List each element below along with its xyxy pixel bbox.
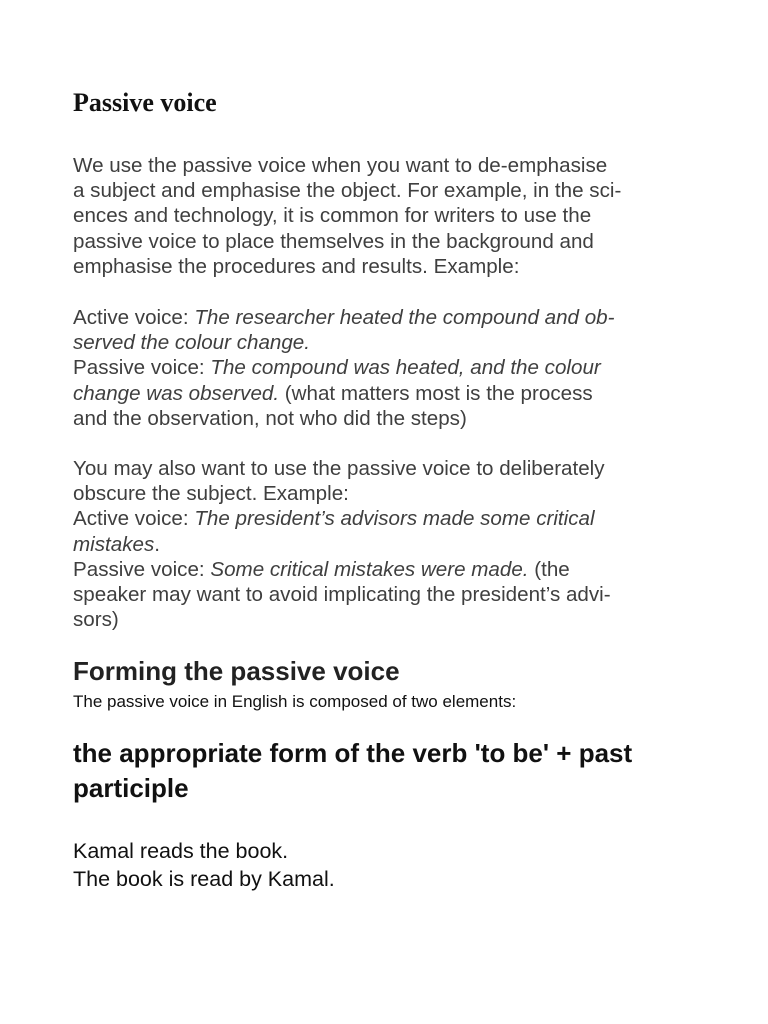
passive-voice-sentence: Some critical mistakes were made.: [210, 557, 529, 581]
example-paragraph-1: [73, 305, 698, 431]
section-subheading: The passive voice in English is composed of two elements:: [73, 692, 517, 711]
passive-formula: the appropriate form of the verb 'to be' + past participle: [73, 738, 633, 803]
section-heading: Forming the passive voice: [73, 656, 400, 686]
example-active-sentence: Kamal reads the book.: [73, 839, 289, 863]
active-voice-label: Active voice:: [73, 306, 195, 329]
passive-voice-label: Passive voice:: [73, 356, 205, 380]
example-passive-sentence: The book is read by Kamal.: [73, 867, 335, 891]
passive-voice-label: Passive voice:: [73, 557, 205, 581]
obscure-intro: You may also want to use the passive voice to deliberately obscure the subject. Example:: [73, 457, 605, 506]
sentence-end: .: [154, 532, 160, 556]
example-note: (the speaker may want to avoid implicating the president’s advi- sors): [73, 557, 611, 632]
passive-voice-sentence: The compound was heated, and the colour change was observed.: [73, 356, 601, 405]
example-paragraph-2: [73, 456, 698, 632]
active-voice-sentence: The researcher heated the compound and ob- served the colour change.: [73, 306, 615, 355]
intro-paragraph: We use the passive voice when you want to de-emphasise a subject and emphasise the object. For example, in the sci- ences and technology, it is common for writers to use the passive voice to place themselves in the background and emphasise the procedures and results. Example:: [73, 154, 622, 278]
example-note: (what matters most is the process and the observation, not who did the steps): [73, 381, 593, 430]
active-voice-sentence: The president’s advisors made some critical mistakes: [73, 507, 595, 556]
page-title: Passive voice: [73, 88, 217, 117]
active-voice-label: Active voice:: [73, 507, 189, 531]
